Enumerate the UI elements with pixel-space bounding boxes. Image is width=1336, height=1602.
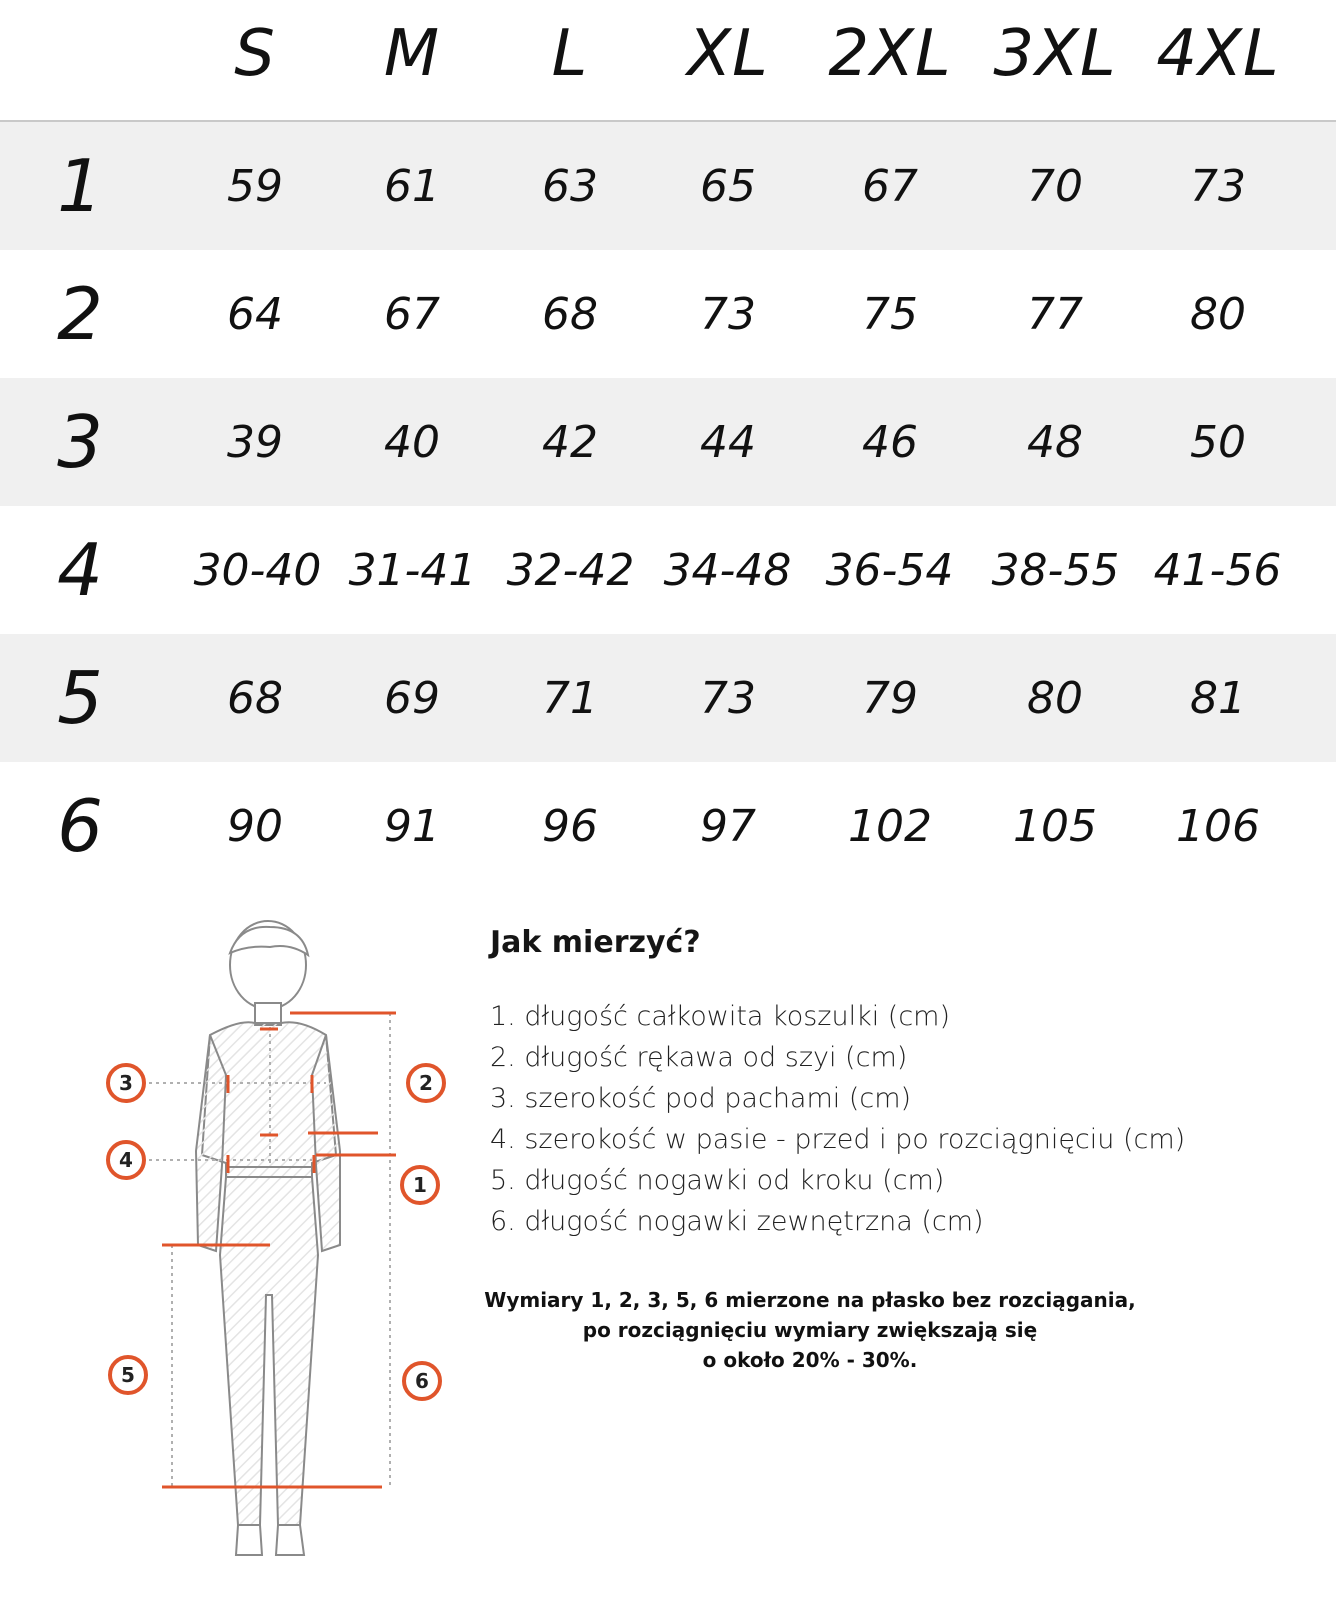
table-cell: 70: [1027, 160, 1083, 212]
table-cell: 97: [700, 800, 756, 852]
size-header-2xl: 2XL: [828, 17, 952, 91]
measurement-figure: [90, 915, 470, 1595]
how-to-measure-section: [490, 925, 1290, 1242]
table-cell: 39: [227, 416, 283, 468]
list-item: 4. szerokość w pasie - przed i po rozciągnięciu (cm): [490, 1124, 1186, 1155]
list-item: 2. długość rękawa od szyi (cm): [490, 1042, 908, 1073]
table-cell: 73: [700, 288, 756, 340]
table-cell: 63: [542, 160, 598, 212]
table-cell: 38-55: [991, 544, 1120, 596]
marker-4-label: 4: [119, 1148, 133, 1172]
table-cell: 75: [862, 288, 918, 340]
marker-1-icon: [402, 1167, 438, 1203]
list-item: 6. długość nogawki zewnętrzna (cm): [490, 1206, 984, 1237]
table-cell: 65: [700, 160, 756, 212]
table-cell: 68: [542, 288, 598, 340]
table-cell: 71: [542, 672, 598, 724]
table-row: [0, 506, 1336, 634]
marker-2-label: 2: [419, 1071, 433, 1095]
row-number: 4: [57, 528, 103, 612]
row-number: 5: [57, 656, 103, 740]
table-cell: 73: [700, 672, 756, 724]
how-to-measure-title: Jak mierzyć?: [490, 925, 701, 960]
table-cell: 34-48: [663, 544, 792, 596]
marker-4-icon: [108, 1142, 144, 1178]
table-cell: 42: [542, 416, 598, 468]
size-header-4xl: 4XL: [1156, 17, 1280, 91]
table-cell: 59: [227, 160, 283, 212]
row-number: 3: [57, 400, 103, 484]
table-cell: 77: [1027, 288, 1083, 340]
list-item: 5. długość nogawki od kroku (cm): [490, 1165, 945, 1196]
table-cell: 91: [384, 800, 440, 852]
note-line: po rozciągnięciu wymiary zwiększają się: [582, 1318, 1038, 1342]
size-header-l: L: [551, 17, 589, 91]
note-line: Wymiary 1, 2, 3, 5, 6 mierzone na płasko bez rozciągania,: [484, 1288, 1136, 1312]
measurement-list: [490, 996, 1290, 1242]
table-row: [0, 122, 1336, 250]
list-item: 3. szerokość pod pachami (cm): [490, 1083, 912, 1114]
table-cell: 41-56: [1153, 544, 1282, 596]
table-cell: 61: [384, 160, 440, 212]
body-outline-illustration: [90, 915, 470, 1595]
list-item: 1. długość całkowita koszulki (cm): [490, 1001, 951, 1032]
table-cell: 46: [862, 416, 918, 468]
marker-1-label: 1: [413, 1173, 427, 1197]
table-cell: 44: [700, 416, 756, 468]
size-header-xl: XL: [687, 17, 769, 91]
table-cell: 102: [848, 800, 932, 852]
size-header-m: M: [383, 17, 441, 91]
marker-6-label: 6: [415, 1369, 429, 1393]
size-header-3xl: 3XL: [993, 17, 1117, 91]
marker-5-label: 5: [121, 1363, 135, 1387]
note-line: o około 20% - 30%.: [702, 1348, 918, 1372]
table-cell: 96: [542, 800, 598, 852]
table-cell: 40: [384, 416, 440, 468]
table-cell: 80: [1190, 288, 1246, 340]
table-cell: 48: [1027, 416, 1083, 468]
table-cell: 81: [1190, 672, 1246, 724]
marker-2-icon: [408, 1065, 444, 1101]
table-cell: 106: [1176, 800, 1260, 852]
row-number: 2: [57, 272, 103, 356]
table-cell: 80: [1027, 672, 1083, 724]
table-cell: 67: [862, 160, 918, 212]
table-cell: 36-54: [825, 544, 954, 596]
table-row: [0, 634, 1336, 762]
row-number: 1: [57, 144, 103, 228]
marker-6-icon: [404, 1363, 440, 1399]
table-cell: 31-41: [348, 544, 477, 596]
table-cell: 79: [862, 672, 918, 724]
table-cell: 68: [227, 672, 283, 724]
size-header-row: [0, 0, 1336, 122]
table-row: [0, 378, 1336, 506]
table-cell: 64: [227, 288, 283, 340]
table-cell: 69: [384, 672, 440, 724]
row-number: 6: [57, 784, 103, 868]
table-cell: 105: [1013, 800, 1097, 852]
marker-5-icon: [110, 1357, 146, 1393]
table-cell: 90: [227, 800, 283, 852]
size-header-s: S: [234, 17, 276, 91]
table-cell: 30-40: [193, 544, 322, 596]
table-row: [0, 250, 1336, 378]
table-cell: 50: [1190, 416, 1246, 468]
marker-3-label: 3: [119, 1071, 133, 1095]
marker-3-icon: [108, 1065, 144, 1101]
measurement-note: [480, 1285, 1140, 1375]
table-cell: 67: [384, 288, 440, 340]
table-cell: 73: [1190, 160, 1246, 212]
table-row: [0, 762, 1336, 890]
table-cell: 32-42: [506, 544, 635, 596]
